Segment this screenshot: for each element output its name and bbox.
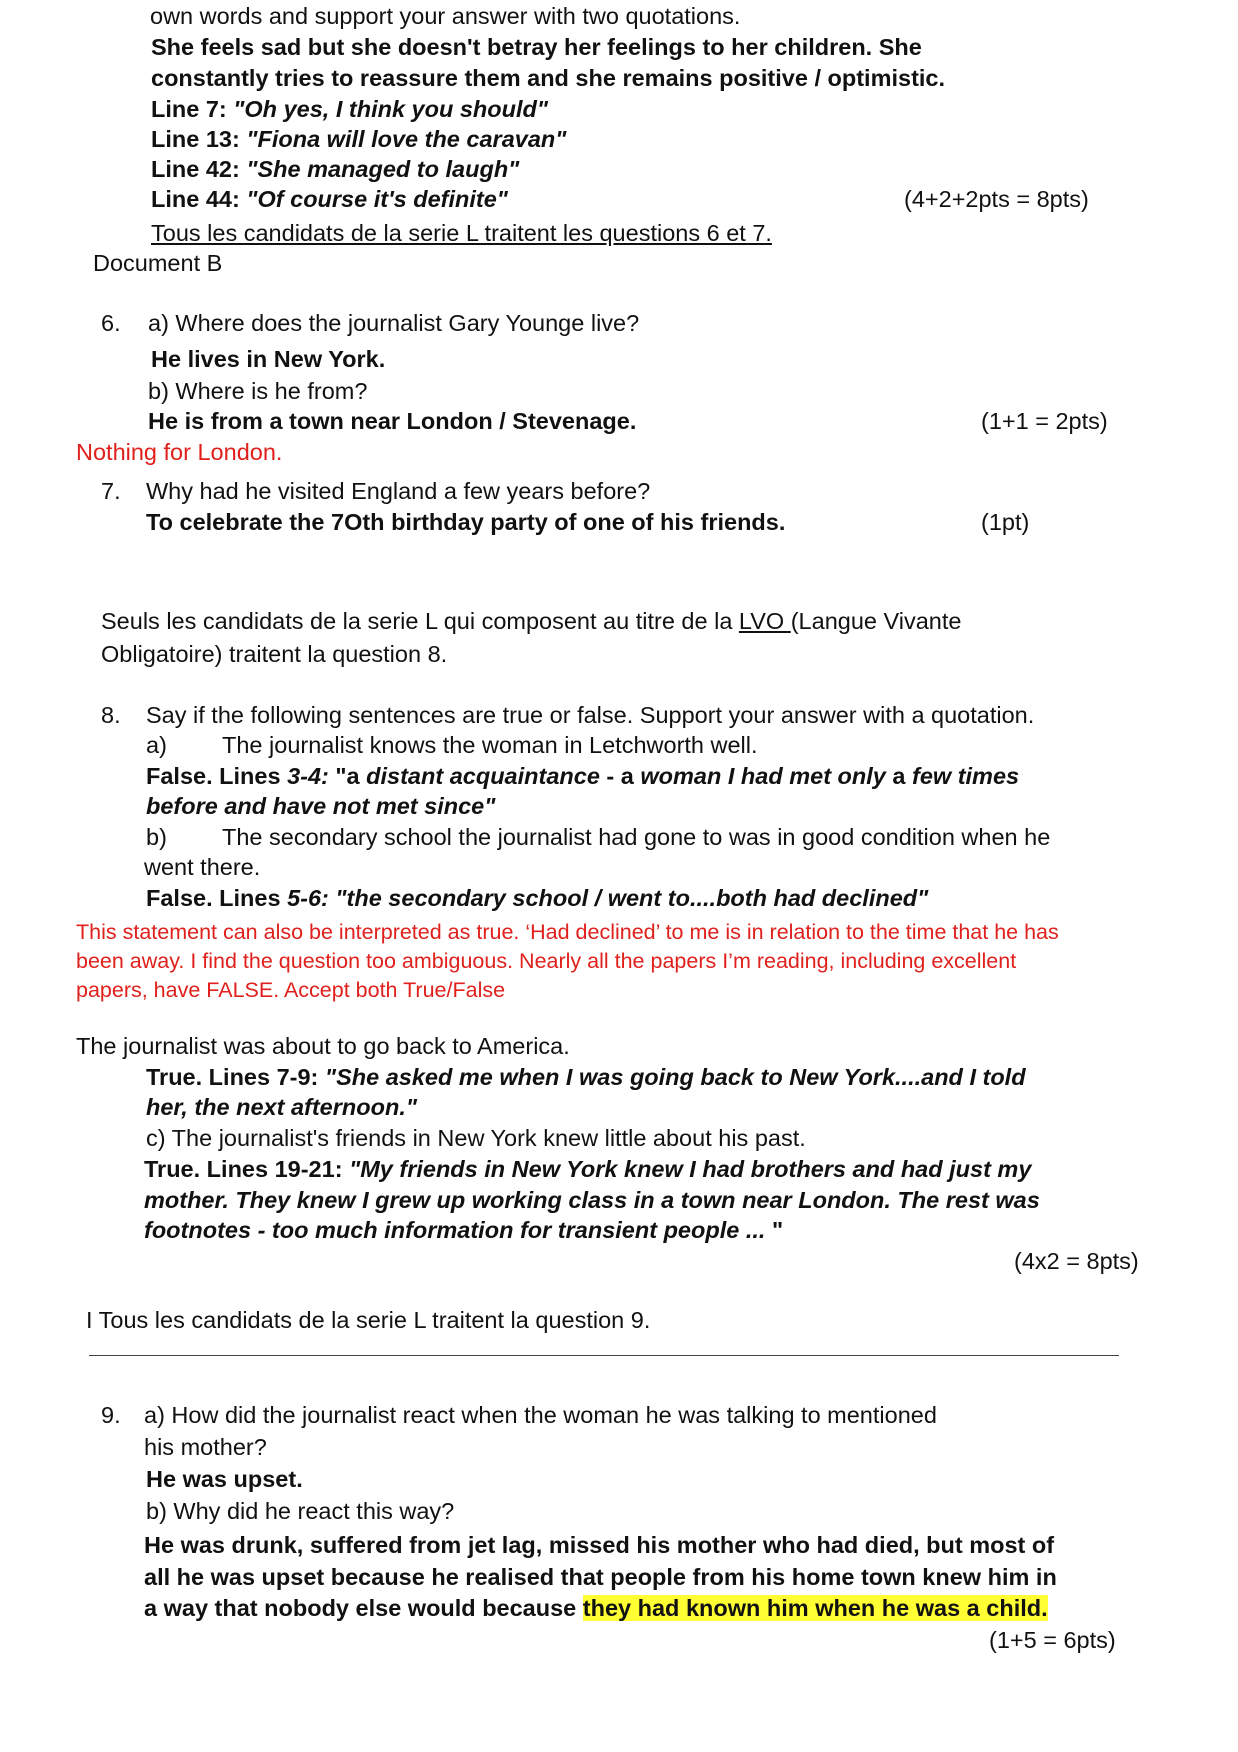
answer-text: a	[885, 763, 912, 789]
answer	[146, 884, 928, 912]
statement: The journalist knows the woman in Letchworth well.	[222, 732, 758, 758]
instruction-tail: own words and support your answer with two quotations.	[150, 3, 741, 29]
quote-text: "Fiona will love the caravan"	[246, 126, 567, 152]
answer-text: False. Lines	[146, 885, 288, 911]
points: (1pt)	[981, 509, 1030, 535]
answer-text: 3-4:	[287, 763, 336, 789]
answer-text: True. Lines 19-21:	[144, 1156, 350, 1182]
quote-text: "Of course it's definite"	[246, 186, 508, 212]
statement: The journalist was about to go back to America.	[76, 1033, 570, 1059]
question-number: 9.	[101, 1402, 121, 1428]
question-number: 8.	[101, 702, 121, 728]
answer	[144, 1155, 1031, 1183]
answer: her, the next afternoon."	[146, 1094, 417, 1120]
question: b) Where is he from?	[148, 378, 368, 404]
answer	[144, 1594, 1048, 1622]
lvo-note-text: (Langue Vivante	[790, 608, 962, 634]
marker-note: papers, have FALSE. Accept both True/False	[76, 978, 506, 1002]
answer: all he was upset because he realised that people from his home town knew him in	[144, 1564, 1057, 1590]
answer	[146, 1063, 1026, 1091]
marker-note: Nothing for London.	[76, 439, 283, 465]
answer: He lives in New York.	[151, 346, 386, 372]
answer-text: few times	[912, 763, 1020, 789]
question-number: 7.	[101, 478, 121, 504]
lvo-note: Obligatoire) traitent la question 8.	[101, 641, 448, 667]
points: (1+1 = 2pts)	[981, 408, 1108, 434]
answer: before and have not met since"	[146, 793, 496, 819]
answer-text: distant acquaintance	[366, 763, 600, 789]
answer: He is from a town near London / Stevenage.	[148, 408, 637, 434]
question: Why had he visited England a few years before?	[146, 478, 651, 504]
answer: He was drunk, suffered from jet lag, missed his mother who had died, but most of	[144, 1532, 1055, 1558]
answer	[146, 762, 1019, 790]
quote-line	[151, 155, 519, 183]
answer-text: False. Lines	[146, 763, 288, 789]
answer	[144, 1216, 783, 1244]
answer-text: "	[765, 1217, 784, 1243]
highlighted-text: they had known him when he was a child.	[582, 1595, 1048, 1621]
answer-text: 5-6: "the secondary school / went to....both had declined"	[287, 885, 929, 911]
answer: He was upset.	[146, 1466, 303, 1492]
marker-note: This statement can also be interpreted as true. ‘Had declined’ to me is in relation to the time that he has	[76, 920, 1059, 944]
lvo-abbrev: LVO	[738, 608, 791, 634]
question: his mother?	[144, 1434, 267, 1460]
answer-text: - a	[599, 763, 641, 789]
answer: To celebrate the 7Oth birthday party of one of his friends.	[146, 509, 786, 535]
statement: The secondary school the journalist had gone to was in good condition when he	[222, 824, 1051, 850]
statement: went there.	[144, 854, 261, 880]
lvo-note	[101, 607, 961, 635]
quote-line	[151, 95, 548, 123]
instruction: Say if the following sentences are true or false. Support your answer with a quotation.	[146, 702, 1035, 728]
question: a) Where does the journalist Gary Younge live?	[148, 310, 640, 336]
quote-ref: Line 42:	[151, 156, 240, 182]
series-note: I Tous les candidats de la serie L traitent la question 9.	[86, 1307, 651, 1333]
series-note: Tous les candidats de la serie L traitent les questions 6 et 7.	[151, 220, 772, 246]
quote-text: "She managed to laugh"	[246, 156, 520, 182]
quote-line	[151, 185, 508, 213]
item-label: a)	[146, 732, 167, 758]
quote-ref: Line 13:	[151, 126, 240, 152]
points: (4x2 = 8pts)	[1014, 1248, 1139, 1274]
question-number: 6.	[101, 310, 121, 336]
answer-line: She feels sad but she doesn't betray her feelings to her children. She	[151, 34, 922, 60]
answer-text: footnotes - too much information for transient people ...	[144, 1217, 766, 1243]
answer: mother. They knew I grew up working class in a town near London. The rest was	[144, 1187, 1040, 1213]
question: b) Why did he react this way?	[146, 1498, 455, 1524]
points: (1+5 = 6pts)	[989, 1627, 1116, 1653]
answer-text: woman I had met only	[640, 763, 886, 789]
marker-note: been away. I find the question too ambiguous. Nearly all the papers I’m reading, including excellent	[76, 949, 1017, 973]
quote-text: "Oh yes, I think you should"	[233, 96, 549, 122]
statement: c) The journalist's friends in New York knew little about his past.	[146, 1125, 806, 1151]
question: a) How did the journalist react when the woman he was talking to mentioned	[144, 1402, 937, 1428]
lvo-note-text: Seuls les candidats de la serie L qui composent au titre de la	[101, 608, 739, 634]
answer-text: "My friends in New York knew I had brothers and had just my	[349, 1156, 1032, 1182]
quote-line	[151, 125, 566, 153]
document-label: Document B	[93, 250, 223, 276]
answer-text: "a	[335, 763, 367, 789]
quote-ref: Line 44:	[151, 186, 240, 212]
divider	[89, 1355, 1119, 1356]
item-label: b)	[146, 824, 167, 850]
answer-line: constantly tries to reassure them and she remains positive / optimistic.	[151, 65, 946, 91]
answer-text: True. Lines 7-9:	[146, 1064, 325, 1090]
quote-ref: Line 7:	[151, 96, 227, 122]
answer-text: "She asked me when I was going back to New York....and I told	[324, 1064, 1026, 1090]
points: (4+2+2pts = 8pts)	[904, 186, 1089, 212]
answer-text: a way that nobody else would because	[144, 1595, 583, 1621]
